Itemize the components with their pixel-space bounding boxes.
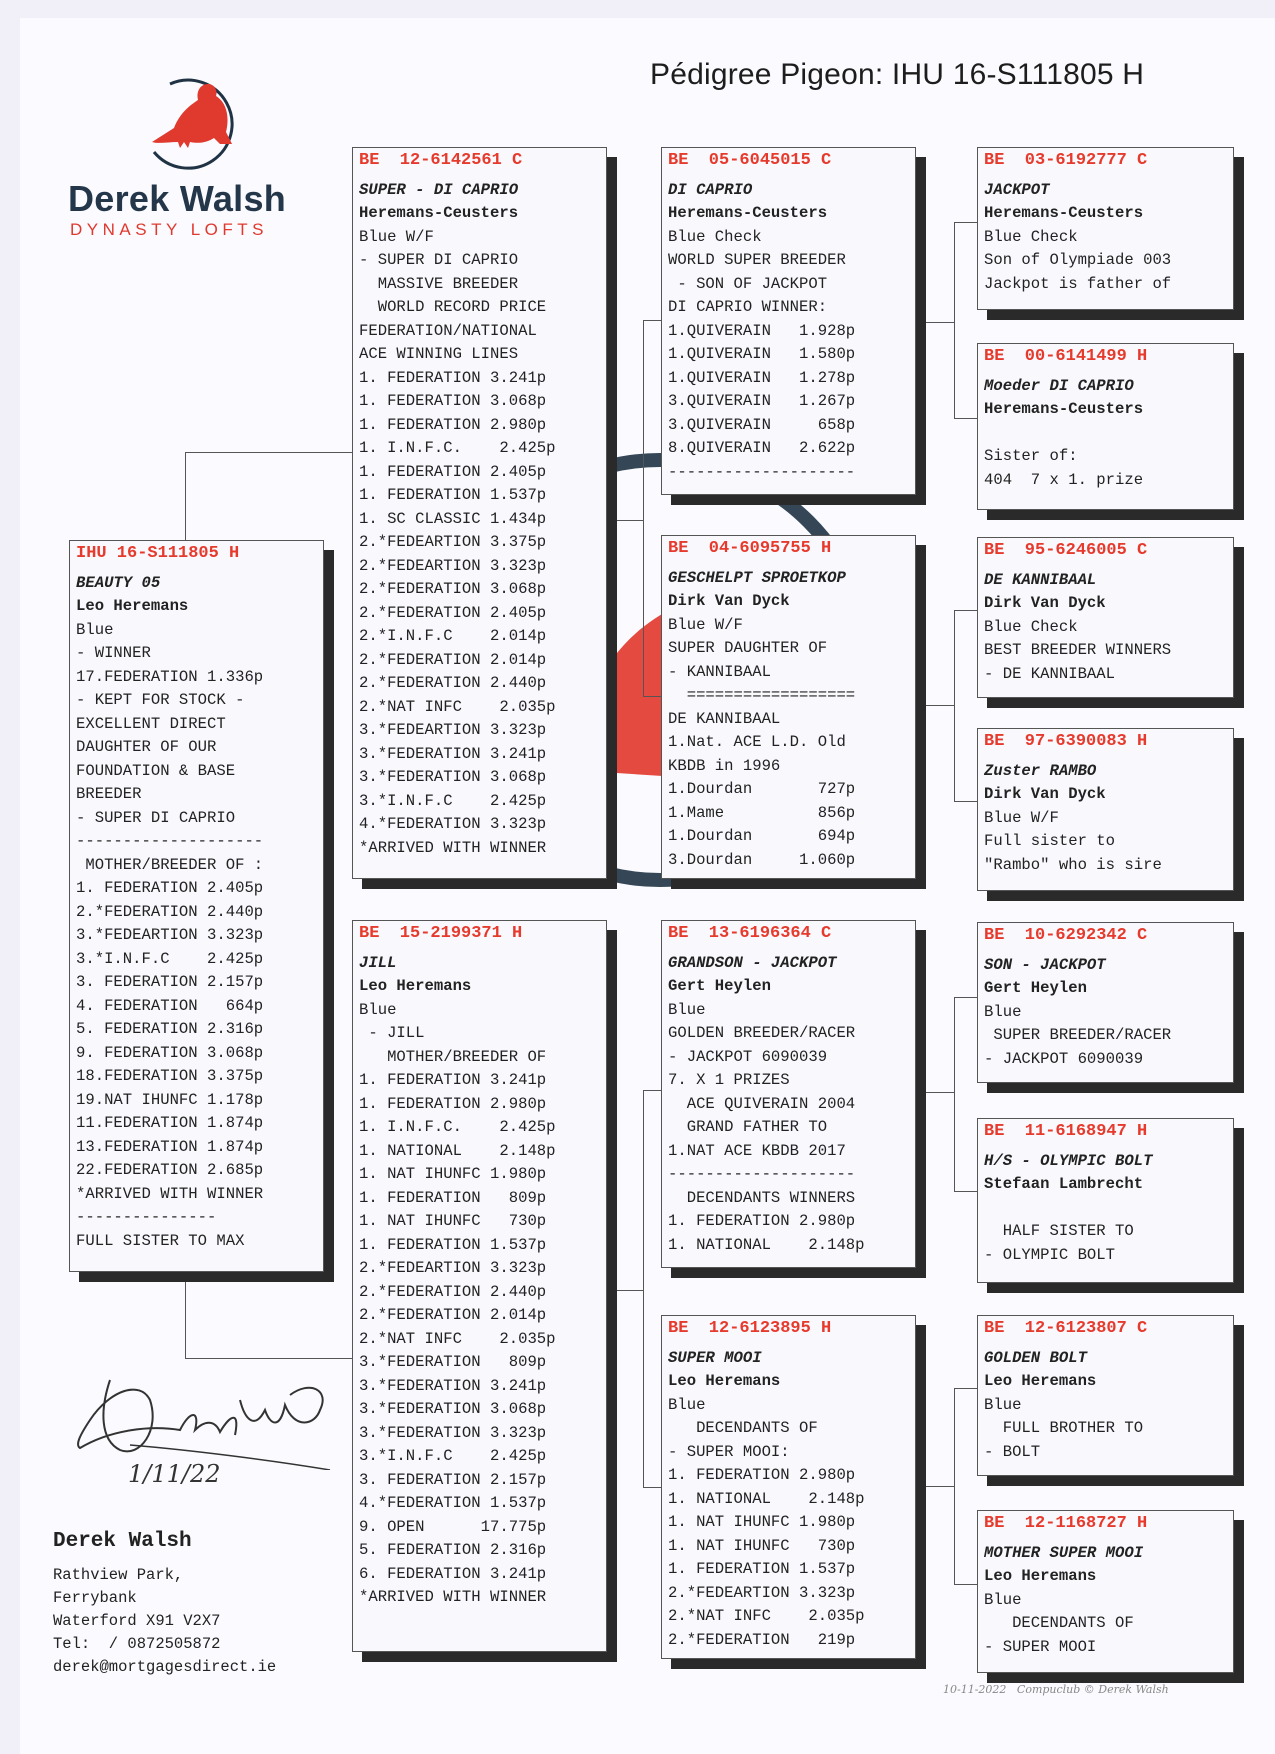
info-line: 2.*FEDEARTION 3.375p [359,533,547,551]
info-line: DAUGHTER OF OUR [76,738,217,756]
pigeon-card-sire-sire [661,147,916,495]
info-line: 1.NAT ACE KBDB 2017 [668,1141,846,1160]
info-line: Sister of: [984,447,1078,465]
info-line: 3.*I.N.F.C 2.425p [76,949,264,968]
info-line: ACE QUIVERAIN 2004 [668,1094,856,1113]
pigeon-name: MOTHER SUPER MOOI [984,1544,1144,1562]
info-line: 8.QUIVERAIN 2.622p [668,439,856,457]
connector [185,452,354,543]
info-line: DECENDANTS OF [668,1419,818,1437]
info-line: 2.*FEDERATION 2.440p [359,1282,547,1301]
breeder-name: Dirk Van Dyck [668,592,790,610]
info-line: Son of Olympiade 003 [984,251,1172,269]
owner-phone: Tel: / 0872505872 [53,1635,221,1653]
info-line: 19.NAT IHUNFC 1.178p [76,1090,264,1109]
info-line: WORLD SUPER BREEDER [668,251,846,269]
breeder-name: Leo Heremans [668,1372,781,1390]
pigeon-logo-icon [140,72,240,172]
info-line: - SUPER MOOI: [668,1442,790,1461]
info-line: Blue [984,1395,1022,1414]
info-line: MOTHER/BREEDER OF [359,1047,547,1066]
info-line: 4.*FEDERATION 1.537p [359,1494,547,1512]
info-line: 3.QUIVERAIN 1.267p [668,392,856,410]
pigeon-name: H/S - OLYMPIC BOLT [984,1152,1153,1170]
ring-number: BE 95-6246005 C [984,541,1148,560]
info-line: 2.*FEDERATION 2.405p [359,603,547,622]
connector [922,705,954,706]
ring-number: IHU 16-S111805 H [76,544,240,563]
info-line: EXCELLENT DIRECT [76,714,226,733]
info-line: 1. NAT IHUNFC 1.980p [668,1513,856,1531]
ring-number: BE 04-6095755 H [668,539,832,558]
info-line: 3.*FEDEARTION 3.323p [359,721,547,739]
breeder-name: Heremans-Ceusters [668,204,828,222]
connector [954,997,979,1192]
info-line: - SUPER DI CAPRIO [76,808,236,827]
info-line: 6. FEDERATION 3.241p [359,1564,547,1583]
info-line: 1.Dourdan 694p [668,827,856,845]
info-line: 1. FEDERATION 3.068p [359,392,547,410]
ring-number: BE 12-6142561 C [359,151,523,170]
info-line: Blue W/F [359,227,434,246]
info-line: DECENDANTS WINNERS [668,1188,856,1207]
breeder-name: Heremans-Ceusters [984,204,1144,222]
pigeon-card-ddd [977,1510,1234,1673]
info-line: 1.Mame 856p [668,803,856,822]
info-line: - SUPER DI CAPRIO [359,251,519,269]
owner-email: derek@mortgagesdirect.ie [53,1658,277,1676]
info-line: MASSIVE BREEDER [359,274,519,293]
info-line: Blue [359,1000,397,1019]
info-line: GOLDEN BREEDER/RACER [668,1024,856,1042]
info-line: 2.*FEDERATION 3.068p [359,580,547,598]
pigeon-card-sire [352,147,607,879]
info-line: 22.FEDERATION 2.685p [76,1161,264,1179]
brand-subtitle: DYNASTY LOFTS [70,220,268,239]
info-line: MOTHER/BREEDER OF : [76,855,264,874]
info-line: 9. FEDERATION 3.068p [76,1043,264,1062]
info-line: - WINNER [76,644,151,662]
info-line: SUPER DAUGHTER OF [668,639,828,657]
info-line: 1. I.N.F.C. 2.425p [359,439,556,457]
info-line: "Rambo" who is sire [984,855,1162,874]
ring-number: BE 12-6123807 C [984,1319,1148,1338]
pigeon-name: SUPER MOOI [668,1349,762,1367]
pigeon-name: DI CAPRIO [668,181,753,199]
info-line: DI CAPRIO WINNER: [668,298,828,316]
info-line: 1. FEDERATION 3.241p [359,1071,547,1089]
info-line: GRAND FATHER TO [668,1118,828,1136]
breeder-name: Leo Heremans [76,597,189,615]
info-line: BREEDER [76,785,142,803]
info-line: 2.*NAT INFC 2.035p [668,1607,865,1625]
pigeon-card-dss [977,922,1234,1083]
info-line: Blue W/F [984,808,1059,827]
info-line: 3.*I.N.F.C 2.425p [359,791,547,810]
info-line: 3.*FEDERATION 3.068p [359,1400,547,1418]
owner-name: Derek Walsh [53,1530,192,1553]
pigeon-name: DE KANNIBAAL [984,571,1097,589]
info-line: 3.Dourdan 1.060p [668,850,856,869]
pigeon-name: JACKPOT [984,181,1050,199]
ring-number: BE 10-6292342 C [984,926,1148,945]
info-line: 1. FEDERATION 3.241p [359,368,547,387]
info-line: - SUPER MOOI [984,1637,1097,1656]
connector [185,1270,354,1359]
connector [607,520,643,521]
info-line: Blue [668,1000,706,1019]
ring-number: BE 12-6123895 H [668,1319,832,1338]
info-line: FULL SISTER TO MAX [76,1231,245,1250]
info-line: 13.FEDERATION 1.874p [76,1137,264,1156]
pigeon-name: BEAUTY 05 [76,574,161,592]
info-line: 1.Nat. ACE L.D. Old [668,733,846,751]
info-line: 3.*FEDERATION 3.241p [359,1376,547,1395]
info-line: 2.*I.N.F.C 2.014p [359,627,547,645]
info-line: 1.QUIVERAIN 1.278p [668,368,856,387]
connector [922,1486,954,1487]
ring-number: BE 13-6196364 C [668,924,832,943]
connector [922,322,954,323]
info-line: 404 7 x 1. prize [984,470,1144,489]
owner-address-line1: Rathview Park, [53,1566,184,1584]
info-line: 18.FEDERATION 3.375p [76,1067,264,1085]
info-line: FULL BROTHER TO [984,1419,1144,1437]
pigeon-card-subject [69,540,324,1272]
info-line: ================== [668,686,856,704]
info-line: 3.*FEDERATION 809p [359,1353,547,1371]
info-line: 1. NAT IHUNFC 1.980p [359,1165,547,1183]
info-line: 2.*FEDERATION 219p [668,1630,856,1649]
pigeon-card-sdd [977,728,1234,891]
info-line: -------------------- [668,462,856,481]
info-line: 1. FEDERATION 2.980p [668,1212,856,1230]
info-line: 7. X 1 PRIZES [668,1071,790,1089]
pigeon-name: GRANDSON - JACKPOT [668,954,837,972]
info-line: Blue [984,1590,1022,1609]
info-line: - JACKPOT 6090039 [984,1049,1144,1068]
info-line: - BOLT [984,1442,1041,1461]
info-line: 3.*FEDERATION 3.068p [359,768,547,786]
pigeon-name: Moeder DI CAPRIO [984,377,1134,395]
info-line: 1. FEDERATION 2.405p [76,879,264,897]
info-line: Full sister to [984,832,1116,850]
info-line: 1. FEDERATION 1.537p [359,486,547,504]
info-line: 2.*NAT INFC 2.035p [359,697,556,716]
info-line: 1. FEDERATION 1.537p [359,1235,547,1254]
pigeon-card-dam-sire [661,920,916,1268]
info-line: *ARRIVED WITH WINNER [359,838,547,857]
info-line: --------------- [76,1208,217,1226]
info-line: 3. FEDERATION 2.157p [76,973,264,991]
info-line: 1. FEDERATION 1.537p [668,1560,856,1578]
info-line: 1. FEDERATION 2.405p [359,462,547,481]
owner-address-line2: Ferrybank [53,1589,137,1607]
ring-number: BE 00-6141499 H [984,347,1148,366]
owner-address-line3: Waterford X91 V2X7 [53,1612,221,1630]
pigeon-card-dsd [977,1118,1234,1283]
info-line: 5. FEDERATION 2.316p [359,1541,547,1559]
info-line: - KANNIBAAL [668,662,771,681]
page-title: Pédigree Pigeon: IHU 16-S111805 H [650,58,1145,91]
info-line: 1. NATIONAL 2.148p [359,1141,556,1160]
info-line: WORLD RECORD PRICE [359,298,547,316]
ring-number: BE 12-1168727 H [984,1514,1148,1533]
info-line: 1. SC CLASSIC 1.434p [359,509,547,528]
info-line: 1. FEDERATION 809p [359,1188,547,1207]
info-line: Blue Check [984,617,1078,636]
info-line: 2.*FEDEARTION 3.323p [359,1259,547,1277]
info-line: 3.*FEDEARTION 3.323p [76,926,264,944]
info-line: 9. OPEN 17.775p [359,1517,547,1536]
connector [922,1092,954,1093]
info-line: Blue [76,620,114,639]
info-line: 2.*FEDERATION 2.014p [359,1306,547,1324]
info-line: 1. FEDERATION 2.980p [359,415,547,434]
pigeon-card-sss [977,147,1234,310]
info-line: Blue [984,1002,1022,1021]
info-line: HALF SISTER TO [984,1222,1134,1240]
ring-number: BE 03-6192777 C [984,151,1148,170]
connector [954,1388,979,1585]
pigeon-name: GOLDEN BOLT [984,1349,1087,1367]
breeder-name: Gert Heylen [668,977,771,995]
info-line: FOUNDATION & BASE [76,761,236,780]
info-line: 4.*FEDERATION 3.323p [359,815,547,833]
info-line: -------------------- [668,1165,856,1183]
pigeon-name: GESCHELPT SPROETKOP [668,569,846,587]
pigeon-card-ssd [977,343,1234,510]
info-line: 17.FEDERATION 1.336p [76,667,264,686]
info-line: BEST BREEDER WINNERS [984,641,1172,659]
info-line: Jackpot is father of [984,274,1172,293]
info-line: 1. NATIONAL 2.148p [668,1235,865,1254]
info-line: *ARRIVED WITH WINNER [359,1588,547,1606]
info-line: 3.*FEDERATION 3.323p [359,1423,547,1442]
info-line: 2.*FEDERATION 2.440p [359,674,547,692]
info-line: ACE WINNING LINES [359,345,519,363]
pigeon-card-sire-dam [661,535,916,879]
info-line: 3. FEDERATION 2.157p [359,1470,547,1489]
info-line: - OLYMPIC BOLT [984,1245,1116,1264]
pigeon-name: SUPER - DI CAPRIO [359,181,519,199]
info-line: Blue W/F [668,615,743,634]
breeder-name: Dirk Van Dyck [984,785,1106,803]
info-line: KBDB in 1996 [668,756,781,775]
ring-number: BE 05-6045015 C [668,151,832,170]
info-line: - JACKPOT 6090039 [668,1047,828,1066]
info-line: 3.*FEDERATION 3.241p [359,744,547,763]
info-line: 2.*FEDEARTION 3.323p [359,556,547,575]
ring-number: BE 15-2199371 H [359,924,523,943]
info-line: 2.*FEDERATION 2.014p [359,650,547,669]
pigeon-name: Zuster RAMBO [984,762,1097,780]
info-line: FEDERATION/NATIONAL [359,321,537,340]
info-line: 1. NAT IHUNFC 730p [359,1212,547,1230]
info-line: - DE KANNIBAAL [984,664,1116,683]
pigeon-card-sds [977,537,1234,698]
info-line: 1. FEDERATION 2.980p [668,1466,856,1484]
info-line: 1. I.N.F.C. 2.425p [359,1118,556,1136]
info-line: 1.QUIVERAIN 1.580p [668,345,856,363]
info-line: DE KANNIBAAL [668,709,781,728]
info-line: - JILL [359,1024,425,1042]
breeder-name: Heremans-Ceusters [359,204,519,222]
info-line: 4. FEDERATION 664p [76,996,264,1015]
breeder-name: Leo Heremans [359,977,472,995]
ring-number: BE 97-6390083 H [984,732,1148,751]
info-line: - SON OF JACKPOT [668,274,828,293]
breeder-name: Leo Heremans [984,1567,1097,1585]
info-line: - KEPT FOR STOCK - [76,691,245,709]
ring-number: BE 11-6168947 H [984,1122,1148,1141]
footer-credit: 10-11-2022 Compuclub © Derek Walsh [943,1683,1169,1696]
info-line: Blue [668,1395,706,1414]
info-line: 1. NATIONAL 2.148p [668,1489,865,1508]
brand-name: Derek Walsh [68,178,287,219]
info-line [984,422,1227,446]
handwritten-signature [70,1370,340,1470]
info-line: 2.*NAT INFC 2.035p [359,1329,556,1348]
breeder-name: Gert Heylen [984,979,1087,997]
info-line: *ARRIVED WITH WINNER [76,1184,264,1203]
info-line: 1.QUIVERAIN 1.928p [668,321,856,340]
info-line: 1. FEDERATION 2.980p [359,1094,547,1113]
info-line: 5. FEDERATION 2.316p [76,1020,264,1038]
info-line: Blue Check [668,227,762,246]
breeder-name: Stefaan Lambrecht [984,1175,1144,1193]
info-line: 1.Dourdan 727p [668,780,856,798]
info-line: 2.*FEDERATION 2.440p [76,902,264,921]
info-line: SUPER BREEDER/RACER [984,1026,1172,1044]
signature-date: 1/11/22 [128,1460,221,1488]
info-line: 2.*FEDEARTION 3.323p [668,1583,856,1602]
info-line [984,1197,1227,1221]
info-line: 11.FEDERATION 1.874p [76,1114,264,1132]
pigeon-card-dds [977,1315,1234,1476]
breeder-name: Heremans-Ceusters [984,400,1144,418]
connector [954,222,979,419]
breeder-name: Dirk Van Dyck [984,594,1106,612]
info-line: Blue Check [984,227,1078,246]
info-line: DECENDANTS OF [984,1614,1134,1632]
pigeon-card-dam-dam [661,1315,916,1659]
pigeon-card-dam [352,920,607,1652]
pigeon-name: SON - JACKPOT [984,956,1106,974]
pigeon-name: JILL [359,954,397,972]
connector [954,610,979,802]
info-line: 3.QUIVERAIN 658p [668,415,856,434]
breeder-name: Leo Heremans [984,1372,1097,1390]
info-line: -------------------- [76,832,264,850]
connector [607,1290,643,1291]
info-line: 1. NAT IHUNFC 730p [668,1536,856,1555]
info-line: 3.*I.N.F.C 2.425p [359,1447,547,1465]
